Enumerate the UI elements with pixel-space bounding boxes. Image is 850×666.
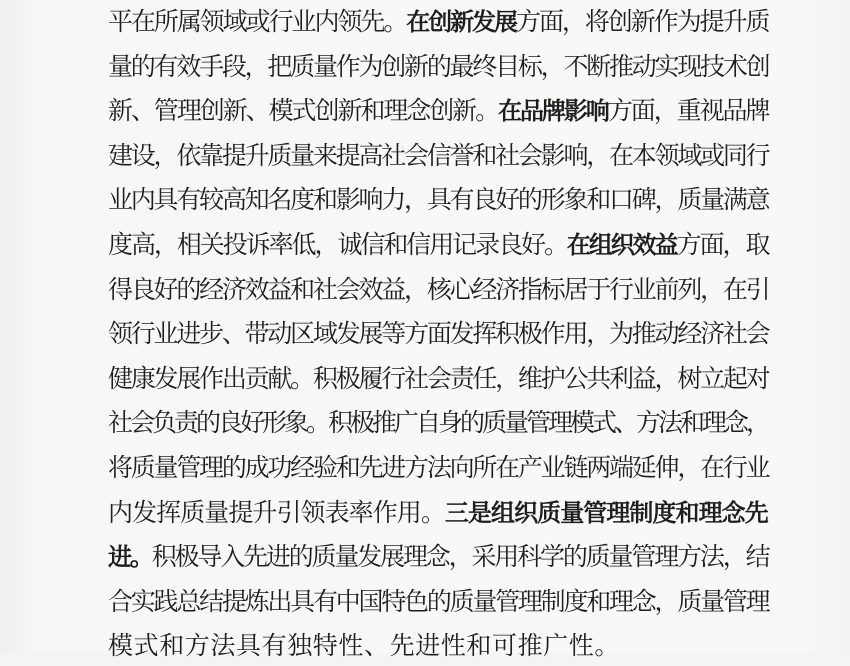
text-line	[108, 626, 620, 666]
text-segment: 合实践总结提炼出具有中国特色的质量管理制度和理念，质量管理	[108, 586, 769, 616]
text-segment: 建设，依靠提升质量来提高社会信誉和社会影响，在本领域或同行	[108, 140, 769, 170]
text-segment: 将质量管理的成功经验和先进方法向所在产业链两端延伸，在行业	[108, 453, 769, 482]
text-segment: 新、管理创新、模式创新和理念创新。	[108, 96, 499, 126]
text-line	[108, 314, 768, 354]
text-line	[108, 225, 768, 265]
text-segment: 内发挥质量提升引领表率作用。	[108, 497, 445, 527]
text-line	[108, 403, 768, 443]
text-segment: 度高，相关投诉率低，诚信和信用记录良好。	[108, 230, 567, 259]
bold-heading-phrase: 在组织效益	[566, 231, 677, 259]
text-line	[108, 2, 768, 42]
text-segment: 平在所属领域或行业内领先。	[108, 7, 407, 36]
text-segment: 量的有效手段，把质量作为创新的最终目标，不断推动实现技术创	[108, 51, 769, 81]
text-line	[108, 448, 768, 488]
text-line	[108, 537, 768, 577]
text-segment: 领行业进步、带动区域发展等方面发挥积极作用，为推动经济社会	[108, 319, 769, 349]
text-line	[108, 582, 768, 622]
text-line	[108, 136, 768, 176]
bold-heading-phrase: 在创新发展	[406, 8, 517, 36]
text-line	[108, 47, 768, 87]
bold-heading-phrase: 在品牌影响	[498, 97, 608, 126]
text-line	[108, 493, 768, 533]
text-segment: 健康发展作出贡献。积极履行社会责任，维护公共利益，树立起对	[108, 363, 769, 393]
text-segment: 模式和方法具有独特性、先进性和可推广性。	[108, 631, 621, 661]
text-segment: 方面，将创新作为提升质	[516, 7, 769, 36]
text-segment: 得良好的经济效益和社会效益，核心经济指标居于行业前列，在引	[108, 274, 769, 304]
text-segment: 方面，取	[676, 230, 769, 259]
text-line	[108, 91, 768, 131]
bold-heading-phrase: 进。	[108, 543, 152, 572]
text-segment: 社会负责的良好形象。积极推广自身的质量管理模式、方法和理念，	[108, 408, 769, 438]
bold-heading-phrase: 三是组织质量管理制度和理念先	[444, 498, 768, 527]
text-segment: 业内具有较高知名度和影响力，具有良好的形象和口碑，质量满意	[108, 185, 769, 215]
text-segment: 方面，重视品牌	[607, 96, 769, 126]
text-line	[108, 270, 768, 310]
text-segment: 积极导入先进的质量发展理念，采用科学的质量管理方法，结	[151, 542, 769, 572]
text-line	[108, 359, 768, 399]
text-line	[108, 180, 768, 220]
